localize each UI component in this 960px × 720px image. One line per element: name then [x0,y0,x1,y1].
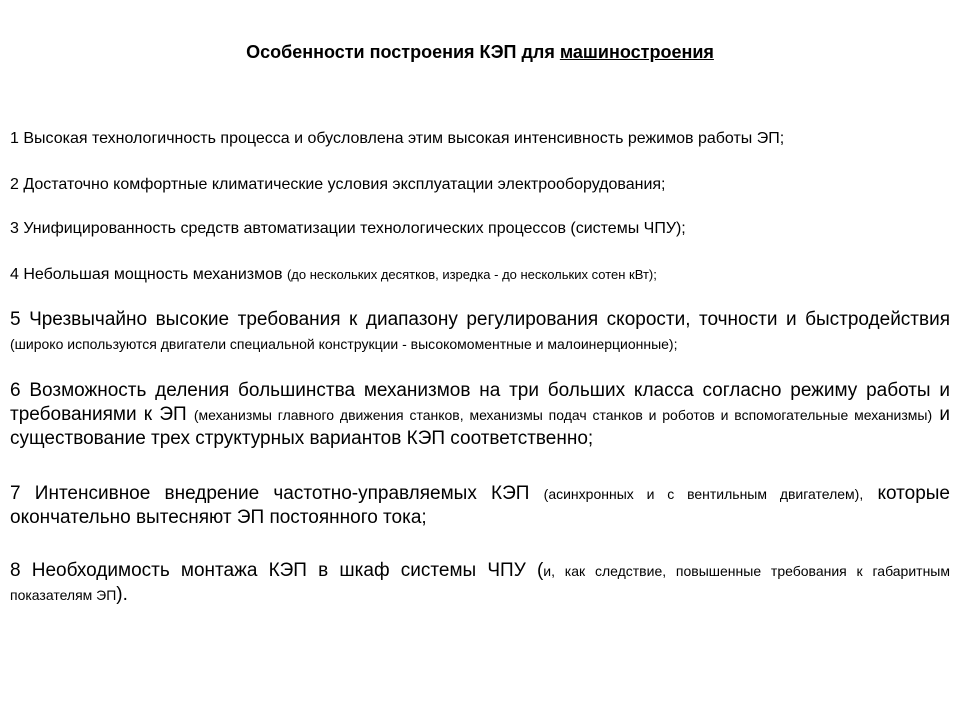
title-underlined: машиностроения [559,42,714,62]
item-3-main: 3 Унифицированность средств автоматизации технологических процессов (системы ЧПУ); [10,220,686,237]
item-7-main: 7 Интенсивное внедрение частотно-управляемых КЭП [10,483,544,504]
item-6-note: (механизмы главного движения станков, механизмы подач станков и роботов и вспомогательные механизмы) [193,407,933,423]
item-5-main: 5 Чрезвычайно высокие требования к диапазону регулирования скорости, точности и быстродействия [10,309,950,330]
list-item-5 [10,308,950,356]
item-7-note: (асинхронных и с вентильным двигателем), [543,486,864,502]
list-item-7 [10,482,950,530]
item-8-note: и, как следствие, повышенные требования к габаритным показателям ЭП [10,563,950,603]
list-item-1 [10,128,950,150]
item-6-main: 6 Возможность деления большинства механизмов на три больших класса согласно режиму работы и требованиями к ЭП [10,380,950,425]
item-4-note: (до нескольких десятков, изредка - до нескольких сотен кВт); [286,267,657,282]
list-item-4 [10,264,950,286]
slide-title [0,40,960,64]
title-prefix: Особенности построения КЭП для [246,42,560,62]
list-item-3 [10,218,950,240]
item-8-tail: ). [116,584,128,605]
list-item-6 [10,379,950,451]
item-1-main: 1 Высокая технологичность процесса и обусловлена этим высокая интенсивность режимов работы ЭП; [10,130,785,147]
list-item-8 [10,559,950,607]
item-8-main: 8 Необходимость монтажа КЭП в шкаф системы ЧПУ ( [10,560,544,581]
list-item-2 [10,174,950,196]
item-6-tail: и существование трех структурных вариантов КЭП соответственно; [10,404,950,449]
item-2-main: 2 Достаточно комфортные климатические условия эксплуатации электрооборудования; [10,176,666,193]
item-4-main: 4 Небольшая мощность механизмов [10,266,287,283]
item-5-note: (широко используются двигатели специальной конструкции - высокомоментные и малоинерционные); [10,336,678,352]
item-7-tail: которые окончательно вытесняют ЭП постоянного тока; [10,483,950,528]
